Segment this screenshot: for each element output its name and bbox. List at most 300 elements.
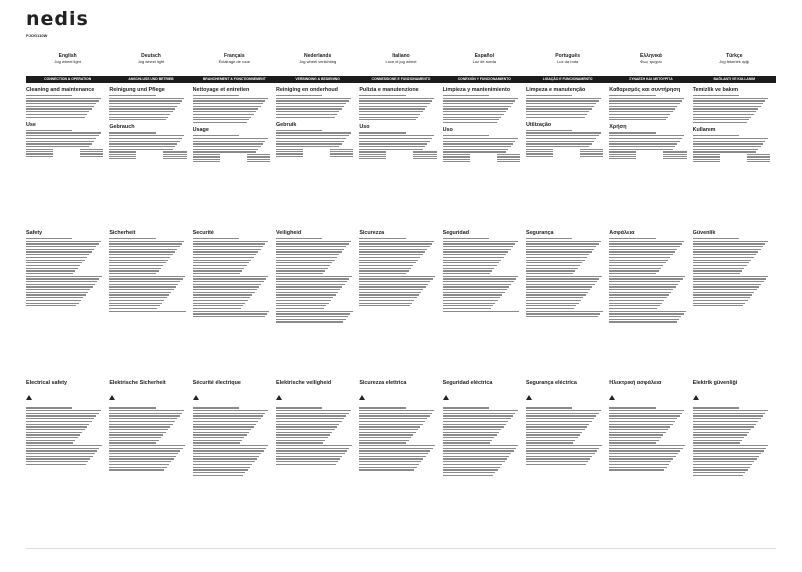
section-title: Gebruik — [275, 121, 297, 128]
text-line — [193, 434, 247, 435]
text-line — [26, 238, 72, 239]
text-line — [443, 238, 489, 239]
spec-value — [163, 154, 186, 155]
text-line — [359, 278, 432, 279]
text-line — [526, 316, 598, 317]
language-subtitle: Luce di jog wheel — [385, 59, 417, 64]
text-line — [109, 249, 177, 250]
spec-key — [526, 149, 553, 150]
text-line — [193, 472, 246, 473]
text-line — [693, 141, 766, 142]
text-line — [26, 434, 80, 435]
spec-value — [663, 154, 686, 155]
spec-key — [693, 161, 720, 162]
text-line — [609, 426, 670, 427]
text-line — [109, 284, 178, 285]
text-line — [609, 429, 668, 430]
text-line — [443, 257, 504, 258]
text-line — [526, 311, 603, 312]
text-line — [359, 135, 434, 136]
text-line — [693, 95, 739, 96]
spec-row — [109, 151, 186, 152]
text-line — [276, 303, 329, 304]
text-line — [609, 434, 663, 435]
text-line — [359, 246, 429, 247]
text-line — [443, 286, 510, 287]
text-line — [693, 114, 754, 115]
spec-row — [526, 156, 603, 157]
text-line — [276, 238, 322, 239]
text-line — [526, 254, 589, 255]
text-line — [193, 276, 269, 277]
spec-key — [609, 151, 636, 152]
text-line — [609, 308, 657, 309]
text-line — [526, 262, 582, 263]
language-name: Nederlands — [304, 53, 332, 59]
spec-key — [693, 159, 720, 160]
text-line — [609, 442, 656, 443]
text-line — [276, 246, 346, 247]
text-line — [693, 257, 754, 258]
text-line — [693, 292, 755, 293]
language-heading — [26, 54, 109, 64]
text-line — [443, 119, 499, 120]
language-subtitle: Luz da roda — [557, 59, 579, 64]
text-line — [443, 246, 513, 247]
text-line — [109, 243, 182, 244]
care-use-section — [26, 87, 776, 163]
text-line — [26, 456, 93, 457]
text-line — [693, 475, 743, 476]
text-line — [193, 98, 268, 99]
spec-value — [163, 156, 186, 157]
text-line — [193, 108, 259, 109]
text-line — [693, 119, 749, 120]
section-title: Reinigung und Pflege — [109, 87, 165, 93]
text-line — [443, 98, 518, 99]
text-line — [276, 424, 339, 425]
text-line — [276, 111, 339, 112]
spec-value — [663, 158, 686, 159]
text-line — [26, 432, 82, 433]
text-line — [193, 313, 267, 314]
text-line — [26, 294, 86, 295]
text-line — [443, 289, 507, 290]
text-line — [443, 424, 506, 425]
text-line — [526, 106, 594, 107]
text-line — [693, 100, 766, 101]
text-line — [359, 410, 434, 411]
text-line — [609, 135, 684, 136]
text-line — [693, 106, 761, 107]
section-title: Gebrauch — [109, 124, 135, 131]
text-line — [26, 278, 99, 279]
text-line — [276, 138, 346, 139]
text-line — [359, 251, 425, 252]
bar-title: CONNECTION & OPERATION — [44, 77, 92, 81]
text-line — [359, 254, 422, 255]
text-line — [443, 251, 509, 252]
text-line — [193, 426, 254, 427]
text-line — [359, 464, 419, 465]
text-line — [693, 243, 766, 244]
warning-icon — [609, 395, 615, 400]
text-line — [109, 461, 171, 462]
text-line — [26, 445, 102, 446]
spec-value — [497, 154, 520, 155]
text-line — [359, 424, 422, 425]
text-line — [26, 143, 92, 144]
spec-key — [26, 151, 53, 152]
text-line — [693, 472, 746, 473]
text-line — [693, 418, 761, 419]
text-line — [693, 246, 763, 247]
text-line — [26, 243, 99, 244]
text-line — [443, 143, 513, 144]
text-line — [276, 305, 326, 306]
text-line — [359, 445, 435, 446]
text-line — [526, 270, 575, 271]
text-line — [109, 407, 155, 408]
text-line — [276, 448, 349, 449]
text-line — [276, 251, 342, 252]
text-line — [693, 432, 749, 433]
text-line — [276, 114, 337, 115]
text-line — [109, 426, 170, 427]
spec-value — [247, 159, 270, 160]
text-line — [609, 410, 684, 411]
text-line — [443, 432, 499, 433]
text-line — [693, 273, 740, 274]
text-line — [443, 442, 490, 443]
footer-divider — [26, 548, 776, 549]
text-line — [193, 421, 259, 422]
section-title: Securité — [192, 230, 214, 236]
text-line — [109, 119, 165, 120]
text-line — [526, 445, 602, 446]
text-line — [193, 278, 266, 279]
section-title: Elektrische veiligheid — [275, 380, 332, 386]
language-heading — [109, 54, 192, 64]
text-line — [693, 289, 757, 290]
text-line — [109, 303, 162, 304]
text-line — [109, 464, 169, 465]
text-line — [193, 122, 247, 123]
text-line — [359, 138, 432, 139]
text-line — [26, 108, 92, 109]
text-line — [109, 149, 172, 150]
text-line — [609, 448, 682, 449]
spec-row — [609, 158, 686, 159]
spec-key — [26, 149, 53, 150]
spec-row — [693, 156, 770, 157]
language-name: Ελληνικά — [640, 53, 662, 59]
text-line — [359, 111, 422, 112]
text-line — [26, 114, 87, 115]
language-heading — [443, 54, 526, 64]
language-name: Italiano — [392, 53, 410, 59]
text-line — [359, 415, 429, 416]
text-line — [109, 273, 156, 274]
text-line — [193, 106, 261, 107]
text-line — [359, 418, 427, 419]
text-line — [26, 141, 94, 142]
spec-key — [26, 156, 53, 157]
language-column — [193, 230, 276, 324]
text-line — [359, 100, 432, 101]
spec-value — [497, 156, 520, 157]
text-line — [109, 469, 164, 470]
text-line — [359, 421, 425, 422]
text-line — [359, 448, 432, 449]
spec-key — [693, 156, 720, 157]
text-line — [26, 117, 85, 118]
text-line — [109, 260, 168, 261]
text-line — [276, 281, 347, 282]
warning-icon — [109, 395, 115, 400]
bar-title: CONEXIÓN Y FUNCIONAMIENTO — [457, 77, 511, 81]
text-line — [26, 260, 85, 261]
text-line — [693, 442, 740, 443]
language-column — [276, 380, 359, 477]
text-line — [26, 442, 73, 443]
text-line — [443, 106, 511, 107]
text-line — [443, 294, 503, 295]
spec-value — [580, 149, 603, 150]
text-line — [443, 241, 518, 242]
text-line — [276, 450, 347, 451]
text-line — [109, 146, 175, 147]
language-column — [193, 380, 276, 477]
text-line — [526, 442, 573, 443]
text-line — [693, 467, 750, 468]
text-line — [693, 111, 756, 112]
text-line — [359, 440, 408, 441]
text-line — [109, 238, 155, 239]
text-line — [609, 270, 658, 271]
text-line — [109, 254, 172, 255]
text-line — [276, 442, 323, 443]
text-line — [609, 316, 681, 317]
text-line — [443, 122, 497, 123]
text-line — [526, 426, 587, 427]
text-line — [359, 249, 427, 250]
text-line — [193, 119, 249, 120]
text-line — [193, 262, 249, 263]
text-line — [26, 426, 87, 427]
spec-row — [443, 159, 520, 160]
language-column — [526, 230, 609, 324]
language-heading — [359, 54, 442, 64]
text-line — [276, 316, 348, 317]
language-column — [109, 380, 192, 477]
text-line — [359, 413, 432, 414]
text-line — [443, 303, 496, 304]
text-line — [693, 440, 742, 441]
text-line — [359, 407, 405, 408]
text-line — [443, 300, 498, 301]
text-line — [193, 281, 264, 282]
text-line — [693, 149, 759, 150]
text-line — [443, 305, 493, 306]
text-line — [193, 270, 242, 271]
text-line — [276, 249, 344, 250]
text-line — [359, 442, 406, 443]
text-line — [526, 146, 589, 147]
text-line — [276, 415, 346, 416]
text-line — [26, 297, 83, 298]
section-title: Elektrik güvenliği — [692, 380, 738, 386]
text-line — [26, 103, 96, 104]
text-line — [609, 281, 680, 282]
text-line — [193, 100, 266, 101]
language-heading — [276, 54, 359, 64]
text-line — [526, 100, 599, 101]
text-line — [26, 284, 95, 285]
spec-row — [693, 154, 770, 155]
warning-icon — [443, 395, 449, 400]
text-line — [693, 294, 753, 295]
spec-row — [193, 156, 270, 157]
text-line — [193, 141, 266, 142]
text-line — [26, 146, 89, 147]
text-line — [693, 426, 754, 427]
spec-row — [109, 154, 186, 155]
text-line — [193, 464, 253, 465]
spec-key — [276, 151, 303, 152]
text-line — [609, 432, 665, 433]
text-line — [276, 132, 351, 133]
text-line — [193, 303, 246, 304]
text-line — [26, 421, 92, 422]
language-subtitle: Jog wheel verlichting — [299, 59, 337, 64]
language-column — [609, 380, 692, 477]
text-line — [526, 273, 573, 274]
text-line — [276, 437, 328, 438]
text-line — [526, 407, 572, 408]
text-line — [359, 106, 427, 107]
text-line — [193, 305, 243, 306]
language-name: English — [58, 53, 77, 59]
text-line — [276, 292, 338, 293]
section-title: Electrical safety — [26, 380, 68, 386]
spec-key — [276, 156, 303, 157]
text-line — [276, 265, 330, 266]
text-line — [26, 246, 96, 247]
text-line — [109, 98, 184, 99]
text-line — [526, 429, 585, 430]
bar-title: LIGAÇÃO E FUNCIONAMENTO — [542, 77, 593, 81]
electrical-safety-section — [26, 380, 776, 477]
language-column — [526, 87, 609, 163]
text-line — [609, 440, 658, 441]
spec-row — [193, 159, 270, 160]
text-line — [359, 276, 435, 277]
text-line — [443, 448, 516, 449]
text-line — [109, 434, 163, 435]
text-line — [526, 111, 589, 112]
text-line — [193, 292, 255, 293]
section-title: Segurança eléctrica — [525, 380, 577, 386]
text-line — [193, 469, 248, 470]
text-line — [609, 100, 682, 101]
text-line — [276, 410, 351, 411]
text-line — [193, 95, 239, 96]
text-line — [276, 286, 343, 287]
text-line — [526, 268, 578, 269]
text-line — [443, 437, 495, 438]
spec-value — [413, 156, 436, 157]
language-column — [109, 87, 192, 163]
section-title: Sicurezza — [359, 230, 385, 236]
text-line — [276, 284, 345, 285]
text-line — [609, 445, 685, 446]
text-line — [276, 440, 325, 441]
text-line — [26, 265, 80, 266]
text-line — [526, 450, 597, 451]
bar-title: CONNESSIONE E FUNZIONAMENTO — [371, 77, 431, 81]
spec-row — [26, 153, 103, 154]
text-line — [276, 260, 335, 261]
text-line — [443, 434, 497, 435]
text-line — [359, 456, 426, 457]
text-line — [693, 151, 756, 152]
text-line — [443, 461, 505, 462]
text-line — [276, 278, 349, 279]
text-line — [359, 119, 415, 120]
text-line — [693, 434, 747, 435]
spec-key — [359, 154, 386, 155]
language-column — [359, 230, 442, 324]
section-title: Καθαρισμός και συντήρηση — [609, 87, 681, 93]
text-line — [693, 464, 753, 465]
text-line — [359, 300, 414, 301]
text-line — [26, 262, 82, 263]
language-subtitle: Éclairage de roue — [218, 59, 250, 64]
spec-value — [747, 161, 770, 162]
spec-value — [413, 158, 436, 159]
language-heading — [526, 54, 609, 64]
text-line — [26, 410, 101, 411]
section-title: Pulizia e manutenzione — [359, 87, 419, 93]
spec-value — [497, 161, 520, 162]
text-line — [609, 407, 655, 408]
text-line — [276, 262, 332, 263]
text-line — [443, 453, 512, 454]
text-line — [276, 319, 346, 320]
spec-key — [109, 156, 136, 157]
text-line — [609, 300, 664, 301]
text-line — [276, 453, 345, 454]
warning-icon — [276, 395, 282, 400]
text-line — [526, 284, 595, 285]
section-title: Χρήση — [609, 124, 627, 131]
text-line — [359, 458, 423, 459]
text-line — [443, 445, 519, 446]
text-line — [26, 413, 99, 414]
spec-key — [109, 158, 136, 159]
section-title: Reiniging en onderhoud — [275, 87, 338, 93]
text-line — [443, 151, 506, 152]
text-line — [693, 135, 739, 136]
text-line — [693, 98, 768, 99]
text-line — [693, 429, 752, 430]
text-line — [526, 130, 572, 131]
text-line — [109, 450, 180, 451]
language-column — [443, 230, 526, 324]
text-line — [193, 254, 256, 255]
text-line — [26, 450, 97, 451]
